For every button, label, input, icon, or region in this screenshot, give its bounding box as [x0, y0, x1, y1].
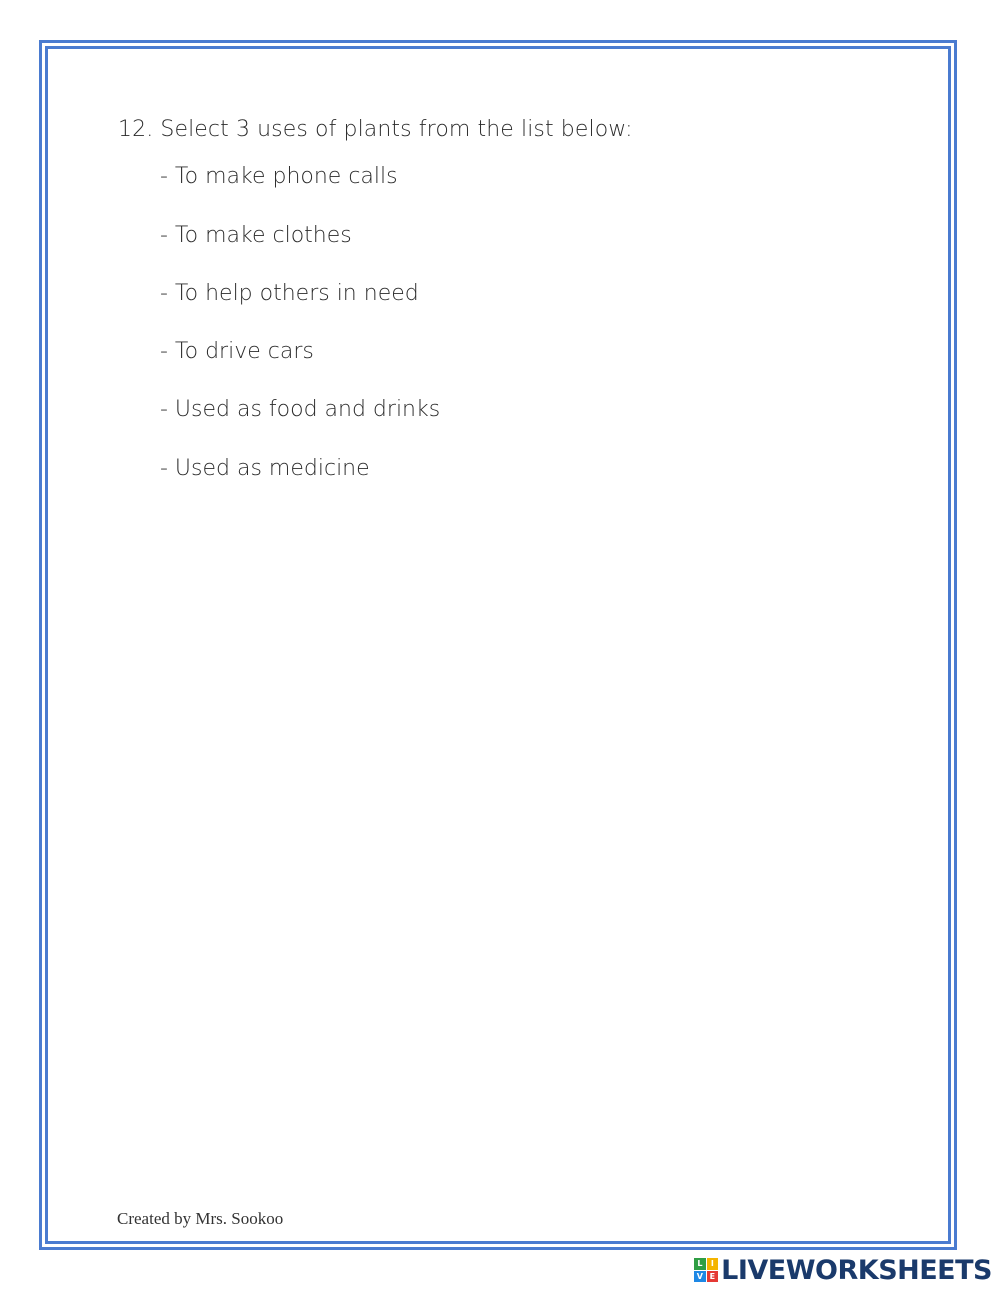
liveworksheets-wordmark: LIVEWORKSHEETS	[721, 1254, 992, 1286]
page-border	[39, 40, 957, 1250]
option-food-drinks: - Used as food and drinks	[160, 397, 441, 422]
option-medicine: - Used as medicine	[160, 456, 370, 481]
author-credit: Created by Mrs. Sookoo	[117, 1209, 284, 1228]
option-help-others: - To help others in need	[160, 281, 419, 306]
liveworksheets-logo-icon	[694, 1258, 718, 1282]
logo-letter-v: V	[694, 1271, 706, 1283]
liveworksheets-brand	[694, 1255, 992, 1285]
option-clothes: - To make clothes	[160, 223, 352, 248]
question-text: 12. Select 3 uses of plants from the list below:	[118, 117, 633, 142]
logo-letter-i: I	[707, 1258, 719, 1270]
logo-letter-e: E	[707, 1271, 719, 1283]
option-drive-cars: - To drive cars	[160, 339, 314, 364]
option-phone-calls: - To make phone calls	[160, 164, 398, 189]
logo-letter-l: L	[694, 1258, 706, 1270]
